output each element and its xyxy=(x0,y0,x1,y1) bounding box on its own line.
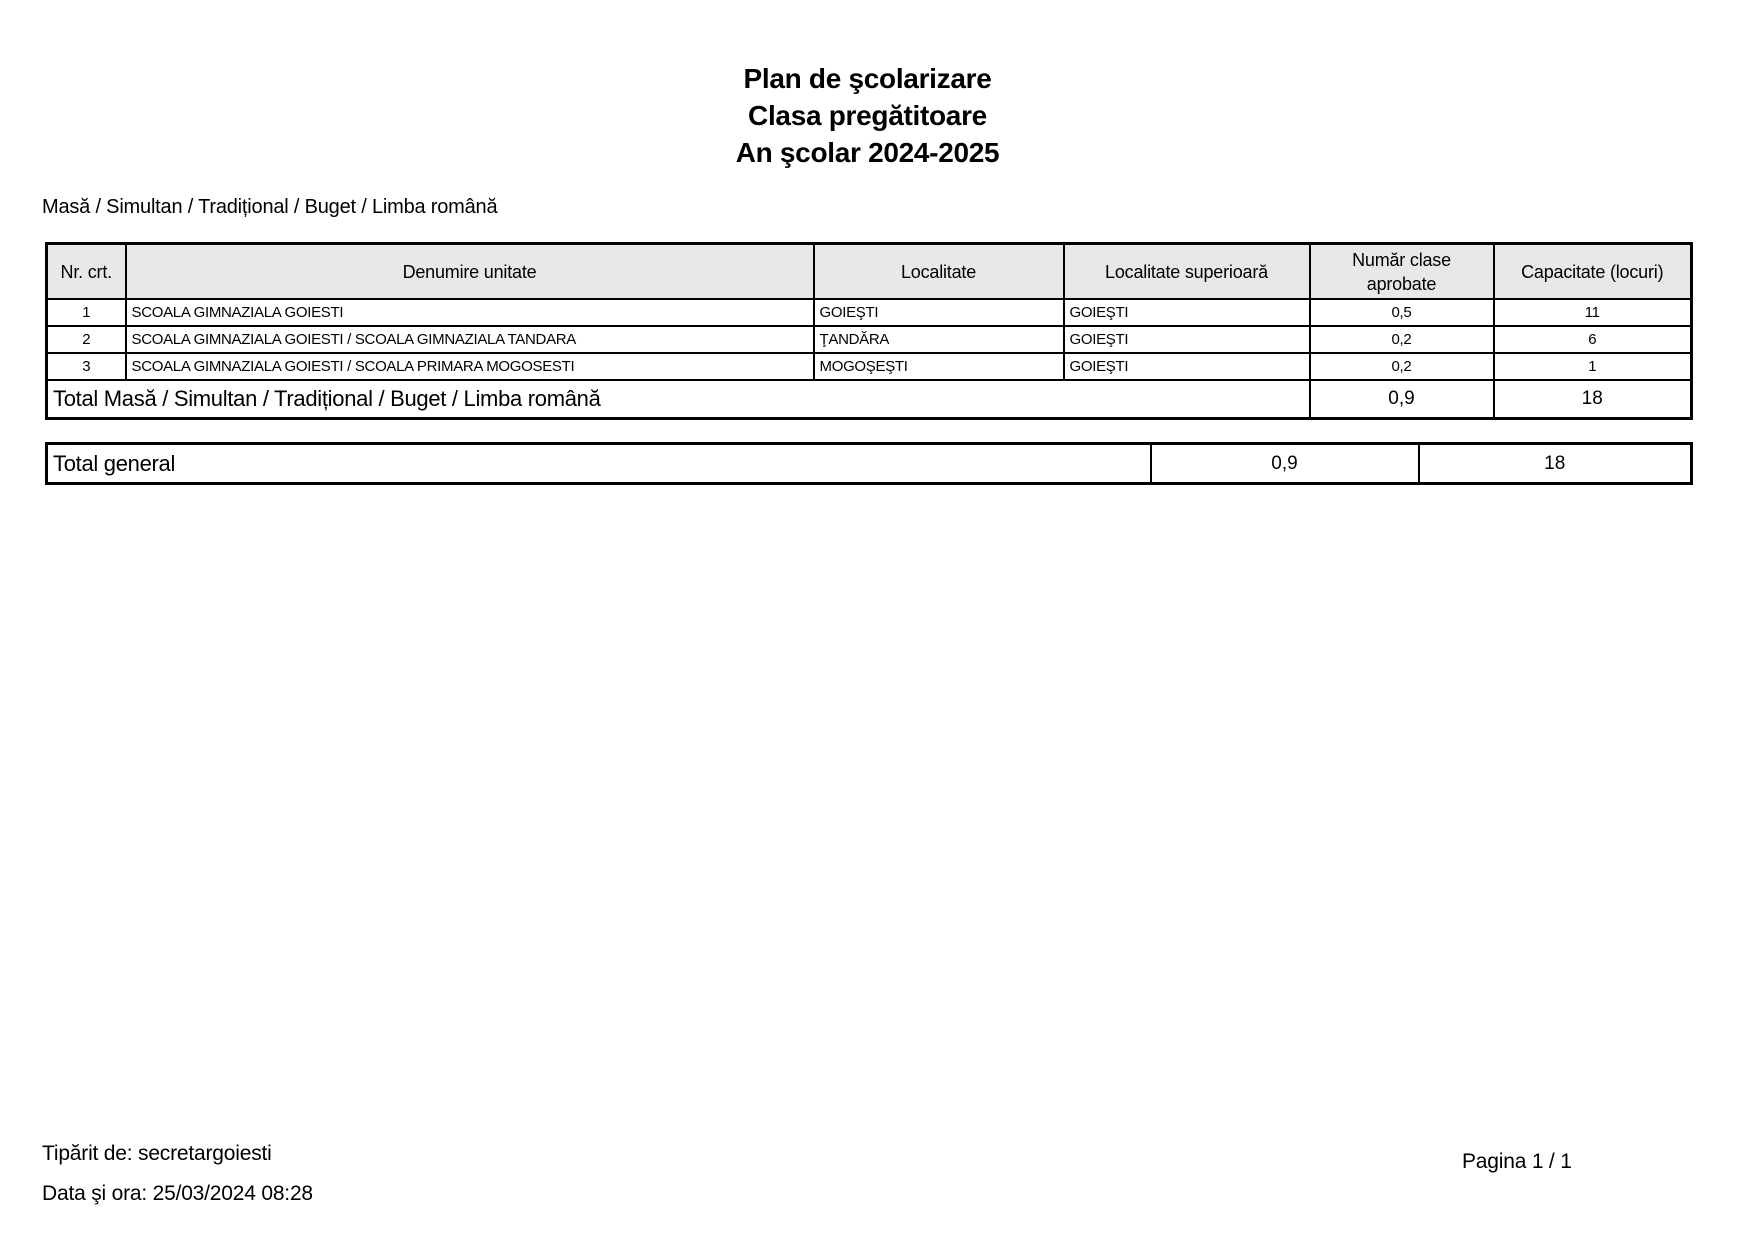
cell-localitate: ŢANDĂRA xyxy=(814,326,1064,353)
cell-nr: 3 xyxy=(47,353,126,380)
print-info xyxy=(42,1134,313,1214)
col-header-localitate-superioara: Localitate superioară xyxy=(1064,244,1310,300)
cell-denumire: SCOALA GIMNAZIALA GOIESTI / SCOALA PRIMARA MOGOSESTI xyxy=(126,353,814,380)
total-capacitate: 18 xyxy=(1494,380,1692,419)
title-line-an-scolar: An şcolar 2024-2025 xyxy=(735,137,1000,168)
total-general-numar-clase: 0,9 xyxy=(1151,444,1419,484)
table-row xyxy=(47,353,1692,380)
cell-capacitate: 1 xyxy=(1494,353,1692,380)
total-general-label: Total general xyxy=(47,444,1151,484)
group-label: Masă / Simultan / Tradițional / Buget / Limba română xyxy=(42,196,498,218)
table-header-row xyxy=(47,244,1692,300)
col-header-numar-clase: Număr clase aprobate xyxy=(1310,244,1494,300)
cell-capacitate: 6 xyxy=(1494,326,1692,353)
document-title xyxy=(45,60,1690,171)
cell-localitate-superioara: GOIEŞTI xyxy=(1064,299,1310,326)
col-header-nr-crt: Nr. crt. xyxy=(47,244,126,300)
plan-table xyxy=(45,242,1693,420)
cell-denumire: SCOALA GIMNAZIALA GOIESTI / SCOALA GIMNAZIALA TANDARA xyxy=(126,326,814,353)
title-line-plan: Plan de şcolarizare xyxy=(743,63,992,94)
cell-localitate-superioara: GOIEŞTI xyxy=(1064,353,1310,380)
table-row xyxy=(47,299,1692,326)
total-general-capacitate: 18 xyxy=(1419,444,1692,484)
cell-numar-clase: 0,2 xyxy=(1310,326,1494,353)
col-header-denumire-unitate: Denumire unitate xyxy=(126,244,814,300)
col-header-capacitate: Capacitate (locuri) xyxy=(1494,244,1692,300)
table-total-row xyxy=(47,380,1692,419)
total-numar-clase: 0,9 xyxy=(1310,380,1494,419)
cell-nr: 1 xyxy=(47,299,126,326)
page-number-label: Pagina 1 / 1 xyxy=(1462,1150,1572,1173)
total-row-label: Total Masă / Simultan / Tradițional / Buget / Limba română xyxy=(47,380,1310,419)
cell-numar-clase: 0,2 xyxy=(1310,353,1494,380)
cell-localitate: MOGOŞEŞTI xyxy=(814,353,1064,380)
total-general-row xyxy=(47,444,1692,484)
col-header-localitate: Localitate xyxy=(814,244,1064,300)
total-general-table xyxy=(45,442,1693,485)
cell-numar-clase: 0,5 xyxy=(1310,299,1494,326)
cell-localitate: GOIEŞTI xyxy=(814,299,1064,326)
title-line-clasa: Clasa pregătitoare xyxy=(748,100,987,131)
print-datetime-label: Data şi ora: 25/03/2024 08:28 xyxy=(42,1182,313,1205)
cell-localitate-superioara: GOIEŞTI xyxy=(1064,326,1310,353)
cell-nr: 2 xyxy=(47,326,126,353)
cell-capacitate: 11 xyxy=(1494,299,1692,326)
table-row xyxy=(47,326,1692,353)
cell-denumire: SCOALA GIMNAZIALA GOIESTI xyxy=(126,299,814,326)
printed-by-label: Tipărit de: secretargoiesti xyxy=(42,1142,272,1165)
